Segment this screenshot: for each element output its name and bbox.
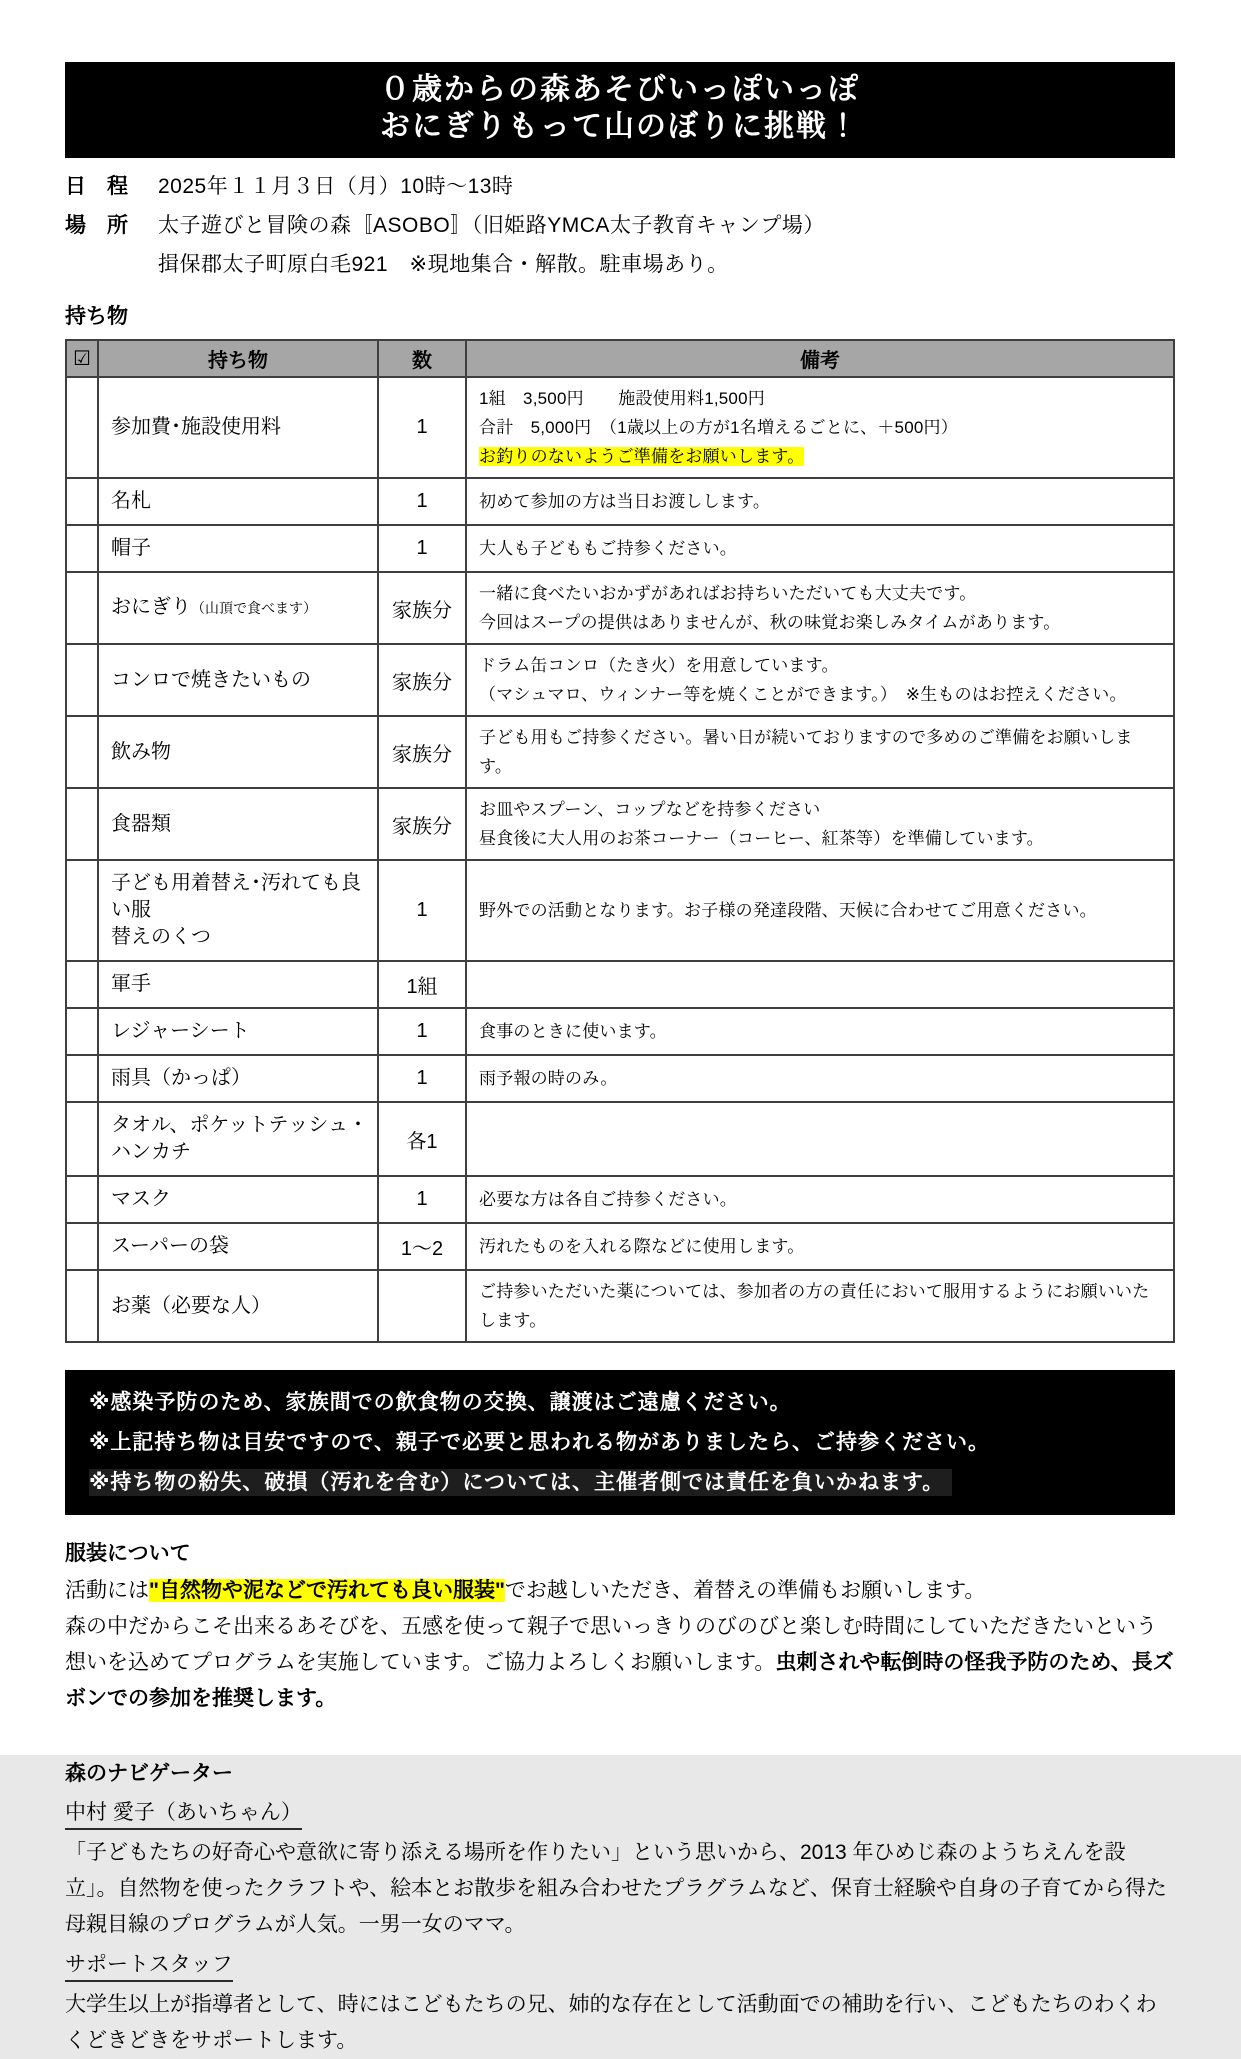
place-value: 太子遊びと冒険の森〚ASOBO〛（旧姫路YMCA太子教育キャンプ場） (158, 214, 825, 237)
row-note-cell (466, 1270, 1174, 1342)
note-line: 雨予報の時のみ。 (479, 1069, 618, 1088)
address-row (65, 251, 1175, 278)
item-name: 雨具（かっぱ） (111, 1067, 251, 1089)
note-line: 大人も子どももご持参ください。 (479, 539, 737, 558)
table-header-row (66, 340, 1174, 377)
row-qty-cell: 1 (378, 525, 466, 572)
row-item-cell (98, 478, 378, 525)
item-column-header: 持ち物 (98, 340, 378, 377)
row-note-cell (466, 961, 1174, 1008)
row-item-cell (98, 1102, 378, 1176)
row-note-cell (466, 860, 1174, 961)
notice-line (89, 1463, 1151, 1503)
navigator-name: 中村 愛子（あいちゃん） (65, 1799, 302, 1830)
item-name-line2: 替えのくつ (111, 926, 211, 948)
table-row (66, 525, 1174, 572)
table-row (66, 1102, 1174, 1176)
row-check-cell (66, 572, 98, 644)
row-note-cell (466, 716, 1174, 788)
navigator-section (65, 1759, 1175, 2059)
row-note-cell (466, 1102, 1174, 1176)
row-item-cell (98, 525, 378, 572)
row-note-cell (466, 572, 1174, 644)
row-qty-cell: 1～2 (378, 1223, 466, 1270)
note-line: 今回はスープの提供はありませんが、秋の味覚お楽しみタイムがあります。 (479, 613, 1061, 632)
row-item-cell (98, 1176, 378, 1223)
row-check-cell (66, 1008, 98, 1055)
belongings-heading: 持ち物 (65, 305, 128, 328)
row-check-cell (66, 377, 98, 478)
clothing-section (65, 1539, 1175, 1717)
row-qty-cell: 1組 (378, 961, 466, 1008)
table-row (66, 1223, 1174, 1270)
row-note-cell (466, 1176, 1174, 1223)
row-item-cell (98, 377, 378, 478)
row-note-cell (466, 644, 1174, 716)
item-name: お薬（必要な人） (111, 1294, 271, 1317)
row-item-cell (98, 1223, 378, 1270)
table-row (66, 572, 1174, 644)
row-check-cell (66, 1102, 98, 1176)
row-qty-cell: 1 (378, 377, 466, 478)
note-line: お皿やスプーン、コップなどを持参ください (479, 800, 821, 819)
note-line: 初めて参加の方は当日お渡しします。 (479, 492, 771, 511)
support-staff-row (65, 1947, 1175, 1987)
address-spacer (65, 251, 158, 278)
date-value: 2025年１１月３日（月）10時～13時 (158, 175, 514, 198)
event-info (65, 173, 1175, 278)
clothing-paragraph-2 (65, 1609, 1175, 1717)
navigator-name-row (65, 1795, 1175, 1835)
qty-column-header: 数 (378, 340, 466, 377)
item-name: コンロで焼きたいもの (111, 668, 311, 691)
item-name-note: （山頂で食べます） (191, 600, 317, 616)
row-check-cell (66, 1055, 98, 1102)
row-note-cell (466, 525, 1174, 572)
row-check-cell (66, 716, 98, 788)
highlighted-text: "自然物や泥などで汚れても良い服装" (149, 1579, 505, 1602)
row-item-cell (98, 961, 378, 1008)
row-note-cell (466, 478, 1174, 525)
row-check-cell (66, 478, 98, 525)
note-line (479, 442, 1165, 471)
place-label: 場 所 (65, 214, 128, 237)
emphasized-notice-text: ※持ち物の紛失、破損（汚れを含む）については、主催者側では責任を負いかねます。 (89, 1469, 952, 1496)
item-name: スーパーの袋 (111, 1235, 229, 1257)
support-staff-heading: サポートスタッフ (65, 1951, 233, 1982)
row-qty-cell (378, 1270, 466, 1342)
row-qty-cell: 1 (378, 1008, 466, 1055)
row-qty-cell: 1 (378, 1055, 466, 1102)
navigator-heading: 森のナビゲーター (65, 1762, 233, 1785)
table-row (66, 716, 1174, 788)
row-qty-cell: 1 (378, 478, 466, 525)
checkbox-icon: ☑ (73, 348, 91, 370)
row-check-cell (66, 1270, 98, 1342)
table-row (66, 644, 1174, 716)
note-line: 一緒に食べたいおかずがあればお持ちいただいても大丈夫です。 (479, 584, 977, 603)
item-name: 参加費･施設使用料 (111, 416, 281, 438)
row-qty-cell: 各1 (378, 1102, 466, 1176)
highlighted-note-text: お釣りのないようご準備をお願いします。 (479, 447, 805, 466)
row-qty-cell: 家族分 (378, 788, 466, 860)
clothing-heading: 服装について (65, 1542, 191, 1565)
row-item-cell (98, 788, 378, 860)
row-check-cell (66, 1223, 98, 1270)
note-line: 合計 5,000円 （1歳以上の方が1名増えるごとに、＋500円） (479, 418, 958, 437)
text-segment: でお越しいただき、着替えの準備もお願いします。 (504, 1579, 986, 1602)
table-row (66, 1176, 1174, 1223)
notice-line: ※上記持ち物は目安ですので、親子で必要と思われる物がありましたら、ご持参ください。 (89, 1431, 990, 1454)
item-name: 子ども用着替え･汚れても良い服 (111, 872, 361, 921)
row-qty-cell: 家族分 (378, 644, 466, 716)
place-address: 揖保郡太子町原白毛921 ※現地集合・解散。駐車場あり。 (158, 253, 729, 276)
table-row (66, 1270, 1174, 1342)
notice-line: ※感染予防のため、家族間での飲食物の交換、譲渡はご遠慮ください。 (89, 1391, 792, 1414)
table-row (66, 478, 1174, 525)
page-subtitle: おにぎりもって山のぼりに挑戦！ (380, 110, 860, 143)
belongings-table-body (66, 377, 1174, 1342)
notice-box (65, 1370, 1175, 1515)
row-note-cell (466, 788, 1174, 860)
row-check-cell (66, 525, 98, 572)
row-item-cell (98, 1270, 378, 1342)
note-line: 子ども用もご持参ください。暑い日が続いておりますので多めのご準備をお願いします。 (479, 728, 1133, 776)
table-row (66, 860, 1174, 961)
note-line: ご持参いただいた薬については、参加者の方の責任において服用するようにお願いいたします。 (479, 1282, 1150, 1330)
item-name: おにぎり（山頂で食べます） (111, 596, 317, 618)
support-staff-text: 大学生以上が指導者として、時にはこどもたちの兄、姉的な存在として活動面での補助を行い、こどもたちのわくわくどきどきをサポートします。 (65, 1993, 1157, 2052)
table-row (66, 1055, 1174, 1102)
check-column-header (66, 340, 98, 377)
item-name: 食器類 (111, 812, 171, 835)
row-item-cell (98, 1008, 378, 1055)
row-check-cell (66, 644, 98, 716)
row-note-cell (466, 1055, 1174, 1102)
row-item-cell (98, 572, 378, 644)
row-item-cell (98, 716, 378, 788)
row-qty-cell: 1 (378, 860, 466, 961)
note-line: 昼食後に大人用のお茶コーナー（コーヒー、紅茶等）を準備しています。 (479, 829, 1044, 848)
item-name: 飲み物 (111, 740, 171, 763)
title-banner (65, 62, 1175, 158)
note-column-header: 備考 (466, 340, 1174, 377)
page-title: ０歳からの森あそびいっぽいっぽ (380, 73, 860, 106)
item-name: レジャーシート (111, 1020, 250, 1042)
belongings-table (65, 339, 1175, 1343)
row-note-cell (466, 1008, 1174, 1055)
item-name: タオル、ポケットテッシュ・ハンカチ (111, 1114, 368, 1163)
row-item-cell (98, 1055, 378, 1102)
table-row (66, 961, 1174, 1008)
note-line: 必要な方は各自ご持参ください。 (479, 1190, 737, 1209)
row-qty-cell: 1 (378, 1176, 466, 1223)
row-qty-cell: 家族分 (378, 572, 466, 644)
text-segment: 森の中だからこそ出来るあそびを、五感を使って親子で思いっきりのびのびと楽しむ時間にしていただきたいという想いを込めてプログラムを実施しています。ご協力よろしくお願いします。 (65, 1615, 1157, 1674)
row-note-cell (466, 377, 1174, 478)
row-check-cell (66, 1176, 98, 1223)
note-line: ドラム缶コンロ（たき火）を用意しています。 (479, 656, 839, 675)
navigator-bio: 「子どもたちの好奇心や意欲に寄り添える場所を作りたい」という思いから、2013 年ひめじ森のようちえんを設立」。自然物を使ったクラフトや、絵本とお散歩を組み合わせたプラグラムなど、保育士経験や自身の子育てから得た母親目線のプログラムが人気。一男一女のママ。 (65, 1841, 1167, 1936)
item-name: 軍手 (111, 973, 151, 995)
item-name: 帽子 (111, 537, 151, 559)
text-segment: 虫刺されや転倒時の怪我予防のため、長ズボンでの参加を推奨します。 (65, 1651, 1174, 1710)
note-line: 食事のときに使います。 (479, 1022, 667, 1041)
row-check-cell (66, 788, 98, 860)
row-note-cell (466, 1223, 1174, 1270)
row-check-cell (66, 961, 98, 1008)
item-name: マスク (111, 1188, 171, 1210)
note-line: （マシュマロ、ウィンナー等を焼くことができます。） ※生ものはお控えください。 (479, 685, 1127, 704)
row-qty-cell: 家族分 (378, 716, 466, 788)
note-line: 1組 3,500円 施設使用料1,500円 (479, 389, 765, 408)
note-line: 野外での活動となります。お子様の発達段階、天候に合わせてご用意ください。 (479, 901, 1097, 920)
row-item-cell (98, 644, 378, 716)
text-segment: 活動には (65, 1579, 149, 1602)
note-line: 汚れたものを入れる際などに使用します。 (479, 1237, 805, 1256)
clothing-paragraph-1 (65, 1573, 1175, 1609)
date-label: 日 程 (65, 175, 128, 198)
table-row (66, 1008, 1174, 1055)
table-row (66, 377, 1174, 478)
date-row (65, 173, 1175, 200)
row-item-cell (98, 860, 378, 961)
row-check-cell (66, 860, 98, 961)
item-name: 名札 (111, 490, 151, 512)
place-row (65, 212, 1175, 239)
table-row (66, 788, 1174, 860)
